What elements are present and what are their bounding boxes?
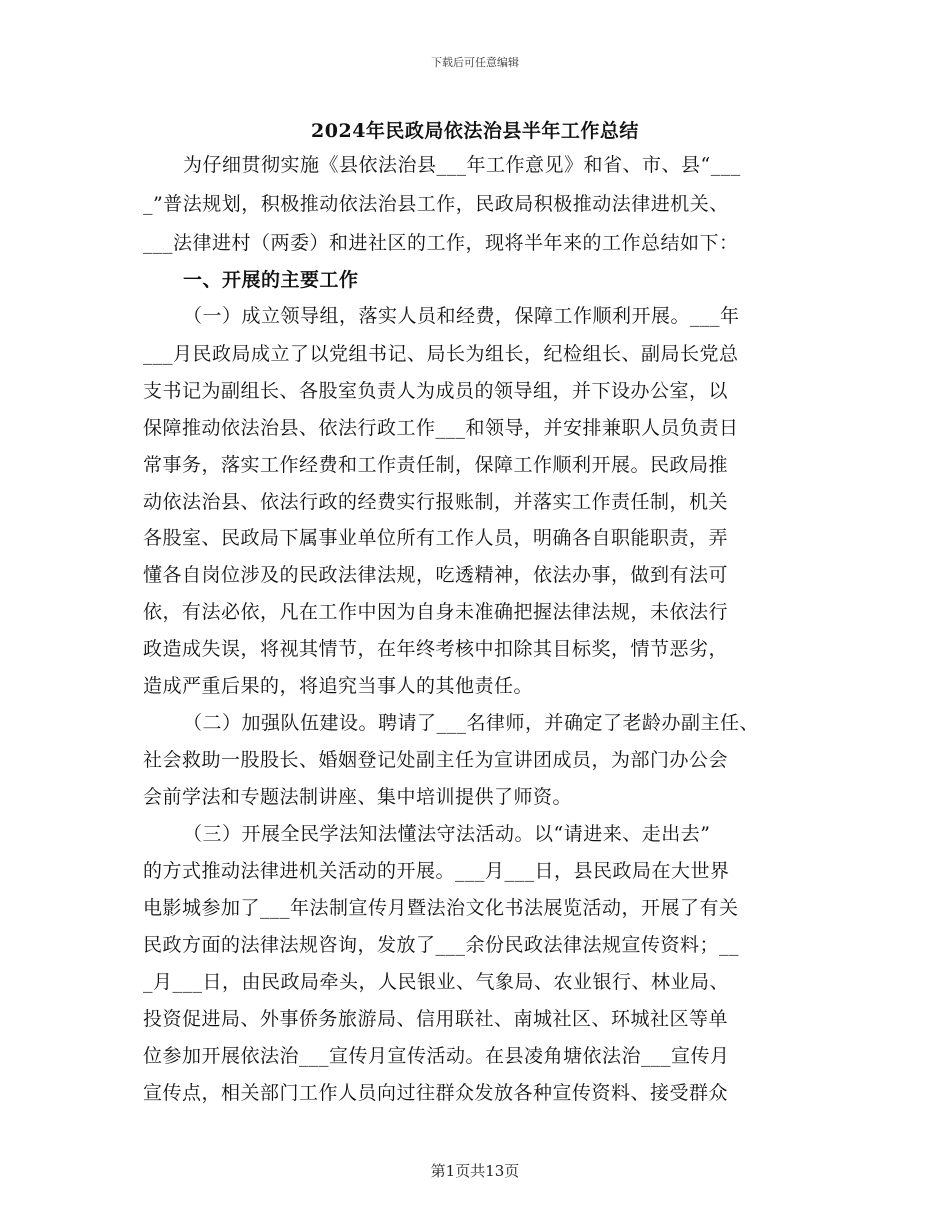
paragraph-line: （一）成立领导组，落实人员和经费，保障工作顺利开展。___年: [183, 305, 740, 327]
paragraph-line: 动依法治县、依法行政的经费实行报账制，并落实工作责任制，机关: [143, 491, 729, 513]
document-title: 2024年民政局依法治县半年工作总结: [311, 120, 639, 142]
paragraph-line: _月___日，由民政局牵头，人民银业、气象局、农业银行、林业局、: [143, 971, 730, 993]
paragraph-line: 各股室、民政局下属事业单位所有工作人员，明确各自职能职责，弄: [143, 527, 729, 549]
paragraph-line: 位参加开展依法治___宣传月宣传活动。在县凌角塘依法治___宣传月: [143, 1045, 730, 1067]
paragraph-line: 支书记为副组长、各股室负责人为成员的领导组，并下设办公室，以: [143, 380, 729, 402]
paragraph-line: ___月民政局成立了以党组书记、局长为组长，纪检组长、副局长党总: [143, 343, 739, 365]
paragraph-line: 政造成失误，将视其情节，在年终考核中扣除其目标奖，情节恶劣，: [143, 638, 729, 660]
paragraph-line: 依，有法必依，凡在工作中因为自身未准确把握法律法规，未依法行: [143, 601, 729, 623]
paragraph-line: ___法律进村（两委）和进社区的工作，现将半年来的工作总结如下：: [143, 232, 739, 254]
header-note: 下载后可任意编辑: [431, 56, 519, 69]
paragraph-line: （二）加强队伍建设。聘请了___名律师，并确定了老龄办副主任、: [183, 712, 760, 734]
section-heading: 一、开展的主要工作: [183, 269, 359, 291]
paragraph-line: 投资促进局、外事侨务旅游局、信用联社、南城社区、环城社区等单: [143, 1008, 729, 1030]
paragraph-line: 宣传点，相关部门工作人员向过往群众发放各种宣传资料、接受群众: [143, 1082, 729, 1104]
paragraph-line: 的方式推动法律进机关活动的开展。___月___日，县民政局在大世界: [143, 860, 730, 882]
paragraph-line: 电影城参加了___年法制宣传月暨法治文化书法展览活动，开展了有关: [143, 897, 739, 919]
paragraph-line: 民政方面的法律法规咨询，发放了___余份民政法律法规宣传资料；__: [143, 934, 740, 956]
paragraph-line: 造成严重后果的，将追究当事人的其他责任。: [143, 675, 534, 697]
paragraph-line: （三）开展全民学法知法懂法守法活动。以“请进来、走出去”: [183, 823, 711, 845]
paragraph-line: _”普法规划，积极推动依法治县工作，民政局积极推动法律进机关、: [143, 193, 729, 215]
paragraph-line: 常事务，落实工作经费和工作责任制，保障工作顺利开展。民政局推: [143, 454, 729, 476]
paragraph-line: 保障推动依法治县、依法行政工作___和领导，并安排兼职人员负责日: [143, 417, 739, 439]
paragraph-line: 懂各自岗位涉及的民政法律法规，吃透精神，依法办事，做到有法可: [143, 564, 729, 586]
paragraph-line: 为仔细贯彻实施《县依法治县___年工作意见》和省、市、县“___: [183, 154, 741, 176]
page-number: 第1页共13页: [430, 1162, 520, 1180]
paragraph-line: 社会救助一股股长、婚姻登记处副主任为宣讲团成员，为部门办公会: [143, 749, 729, 771]
paragraph-line: 会前学法和专题法制讲座、集中培训提供了师资。: [143, 786, 573, 808]
